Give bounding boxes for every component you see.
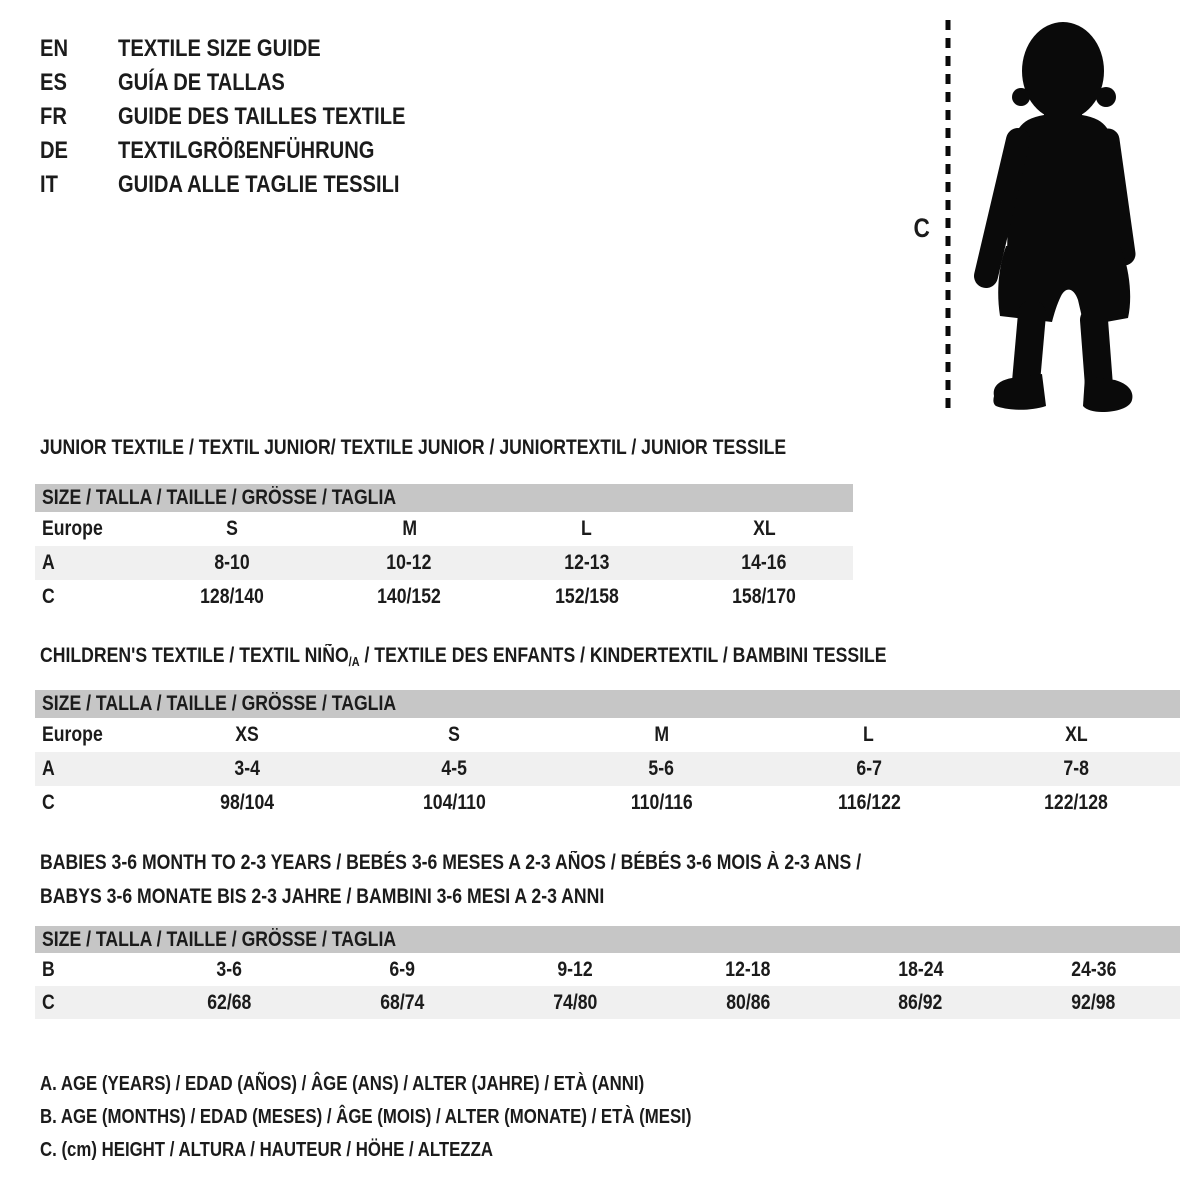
section-children-title-wrap [40,644,1048,670]
size-cell: S [448,723,460,746]
section-babies-title-wrap [40,846,1018,914]
language-code: ES [40,69,67,96]
value-cell: 80/86 [725,991,770,1014]
value-cell: 6-9 [389,958,415,981]
footnote-a: A. AGE (YEARS) / EDAD (AÑOS) / ÂGE (ANS) / ALTER (JAHRE) / ETÀ (ANNI) [40,1073,645,1095]
row-label-cell: C [42,791,55,814]
value-cell: 24-36 [1071,958,1117,981]
language-code: IT [40,171,58,198]
babies-title-line2: BABYS 3-6 MONATE BIS 2-3 JAHRE / BAMBINI 3-6 MESI A 2-3 ANNI [40,885,605,908]
language-label: GUIDA ALLE TAGLIE TESSILI [118,171,400,198]
value-cell: 9-12 [557,958,593,981]
children-table [35,690,1180,820]
footnotes [40,1068,816,1167]
value-cell: 12-13 [564,551,610,574]
footnote-c: C. (cm) HEIGHT / ALTURA / HAUTEUR / HÖHE / ALTEZZA [40,1139,493,1161]
table-row [35,786,1180,820]
value-cell: 122/128 [1044,791,1109,814]
value-cell: 62/68 [207,991,252,1014]
row-label-cell: C [42,585,55,608]
table-row [35,546,853,580]
language-row-es [40,66,460,100]
row-label-cell: A [42,757,55,780]
language-list [40,32,460,202]
language-row-de [40,134,460,168]
size-cell: XL [752,517,776,540]
language-row-en [40,32,460,66]
language-row-it [40,168,460,202]
babies-title-line1: BABIES 3-6 MONTH TO 2-3 YEARS / BEBÉS 3-6 MESES A 2-3 AÑOS / BÉBÉS 3-6 MOIS À 2-3 ANS / [40,851,862,874]
value-cell: 116/122 [837,791,901,814]
size-cell: M [401,517,417,540]
babies-table [35,926,1180,1019]
value-cell: 18-24 [898,958,944,981]
height-measure-figure [900,12,1156,424]
table-row [35,986,1180,1019]
value-cell: 68/74 [380,991,425,1014]
value-cell: 3-6 [216,958,243,981]
value-cell: 10-12 [386,551,432,574]
value-cell: 128/140 [199,585,264,608]
row-label-cell: Europe [42,723,103,746]
size-cell: XL [1065,723,1088,746]
value-cell: 110/116 [630,791,693,814]
table-row [35,512,853,546]
value-cell: 5-6 [648,757,675,780]
row-label-cell: C [42,991,55,1014]
footnote-b: B. AGE (MONTHS) / EDAD (MESES) / ÂGE (MOIS) / ALTER (MONATE) / ETÀ (MESI) [40,1106,692,1128]
table-row [35,580,853,614]
language-label: TEXTILE SIZE GUIDE [118,35,321,62]
size-header-bar: SIZE / TALLA / TAILLE / GRÖSSE / TAGLIA [35,690,1180,718]
value-cell: 6-7 [856,757,882,780]
value-cell: 104/110 [422,791,486,814]
table-row [35,718,1180,752]
language-code: EN [40,35,69,62]
value-cell: 74/80 [552,991,598,1014]
junior-table [35,484,853,614]
value-cell: 8-10 [214,551,250,574]
value-cell: 92/98 [1071,991,1116,1014]
section-junior-title-wrap [40,436,928,460]
language-row-fr [40,100,460,134]
table-row [35,752,1180,786]
toddler-silhouette-icon [900,12,1156,424]
size-header-bar: SIZE / TALLA / TAILLE / GRÖSSE / TAGLIA [35,484,853,512]
value-cell: 152/158 [554,585,619,608]
value-cell: 14-16 [741,551,787,574]
row-label-cell: A [42,551,55,574]
value-cell: 7-8 [1063,757,1090,780]
size-header-bar: SIZE / TALLA / TAILLE / GRÖSSE / TAGLIA [35,926,1180,953]
language-label: GUIDE DES TAILLES TEXTILE [118,103,406,130]
language-label: GUÍA DE TALLAS [118,69,285,96]
value-cell: 12-18 [725,958,771,981]
value-cell: 3-4 [233,757,260,780]
value-cell: 158/170 [732,585,797,608]
language-label: TEXTILGRÖßENFÜHRUNG [118,137,375,164]
children-title: CHILDREN'S TEXTILE / TEXTIL NIÑO/A / TEXTILE DES ENFANTS / KINDERTEXTIL / BAMBINI TESSILE [40,644,887,669]
junior-title: JUNIOR TEXTILE / TEXTIL JUNIOR/ TEXTILE JUNIOR / JUNIORTEXTIL / JUNIOR TESSILE [40,436,787,459]
row-label-cell: B [42,958,55,981]
value-cell: 4-5 [441,757,467,780]
value-cell: 98/104 [219,791,274,814]
language-code: FR [40,103,67,130]
height-measure-label: C [913,213,930,243]
value-cell: 140/152 [377,585,442,608]
size-cell: L [863,723,875,746]
language-code: DE [40,137,69,164]
value-cell: 86/92 [898,991,943,1014]
size-cell: M [654,723,669,746]
table-row [35,953,1180,986]
size-cell: S [225,517,238,540]
size-cell: XS [234,723,259,746]
row-label-cell: Europe [42,517,103,540]
size-cell: L [581,517,593,540]
nino-a-subscript: /A [348,654,360,669]
